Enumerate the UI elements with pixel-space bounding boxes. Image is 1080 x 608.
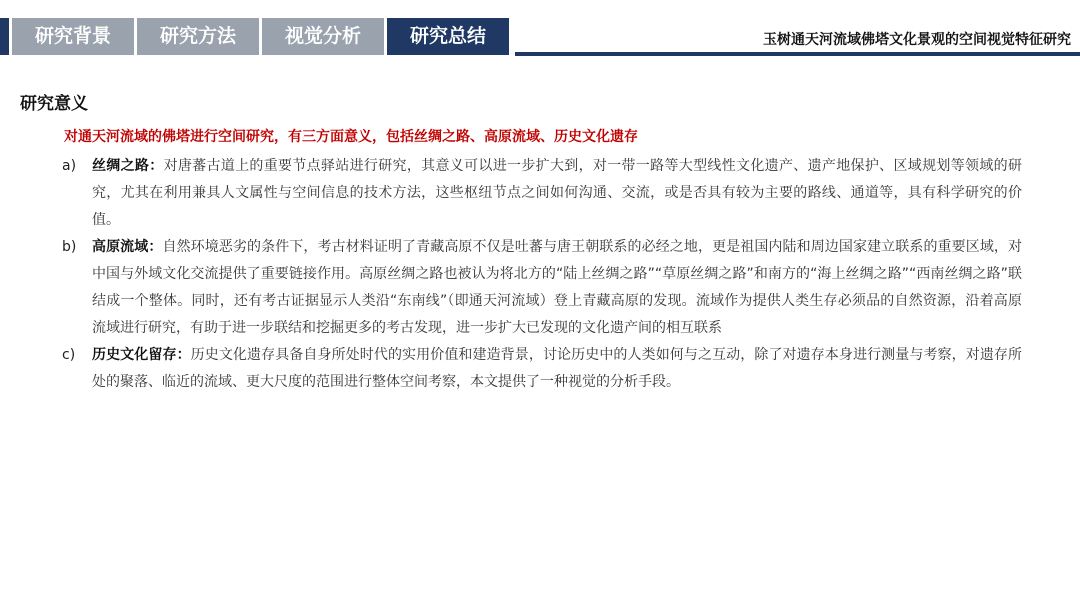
item-term: 丝绸之路 xyxy=(92,158,150,174)
list-marker: a) xyxy=(62,158,77,174)
section-tabs xyxy=(12,18,512,55)
item-separator: ： xyxy=(149,158,164,174)
tab-research-summary[interactable]: 研究总结 xyxy=(387,18,509,55)
list-marker: b) xyxy=(62,239,77,255)
list-item xyxy=(62,342,1022,396)
list-item-body xyxy=(92,153,1022,234)
item-separator: ： xyxy=(148,239,163,255)
item-term: 历史文化留存 xyxy=(92,347,177,363)
item-term: 高原流域 xyxy=(92,239,149,255)
intro-statement: 对通天河流域的佛塔进行空间研究，有三方面意义，包括丝绸之路、高原流域、历史文化遗存 xyxy=(64,129,638,145)
item-separator: ： xyxy=(176,347,191,363)
list-marker: c) xyxy=(62,347,76,363)
list-item xyxy=(62,153,1022,234)
item-text: 历史文化遗存具备自身所处时代的实用价值和建造背景，讨论历史中的人类如何与之互动，除了对遗存本身进行测量与考察，对遗存所处的聚落、临近的流域、更大尺度的范围进行整体空间考察，本文提供了一种视觉的分析手段。 xyxy=(92,347,1023,390)
list-item-body xyxy=(92,234,1022,342)
list-item-body xyxy=(92,342,1022,396)
section-heading: 研究意义 xyxy=(20,94,88,114)
item-text: 对唐蕃古道上的重要节点驿站进行研究，其意义可以进一步扩大到，对一带一路等大型线性文化遗产、遗产地保护、区域规划等领域的研究，尤其在利用兼具人文属性与空间信息的技术方法，这些枢纽节点之间如何沟通、交流，或是否具有较为主要的路线、通道等，具有科学研究的价值。 xyxy=(92,158,1022,228)
presentation-title: 玉树通天河流域佛塔文化景观的空间视觉特征研究 xyxy=(763,32,1071,48)
tab-visual-analysis[interactable]: 视觉分析 xyxy=(262,18,384,55)
item-text: 自然环境恶劣的条件下，考古材料证明了青藏高原不仅是吐蕃与唐王朝联系的必经之地，更是祖国内陆和周边国家建立联系的重要区域，对中国与外域文化交流提供了重要链接作用。高原丝绸之路也被认为将北方的“陆上丝绸之路”“草原丝绸之路”和南方的“海上丝绸之路”“西南丝绸之路”联结成一个整体。同时，还有考古证据显示人类沿“东南线”（即通天河流域）登上青藏高原的发现。流域作为提供人类生存必须品的自然资源，沿着高原流域进行研究，有助于进一步联结和挖掘更多的考古发现，进一步扩大已发现的文化遗产间的相互联系 xyxy=(92,239,1023,336)
list-item xyxy=(62,234,1022,342)
tab-research-background[interactable]: 研究背景 xyxy=(12,18,134,55)
significance-list xyxy=(62,153,1022,396)
left-accent-bar xyxy=(0,18,9,55)
header-divider xyxy=(515,52,1080,56)
tab-research-method[interactable]: 研究方法 xyxy=(137,18,259,55)
